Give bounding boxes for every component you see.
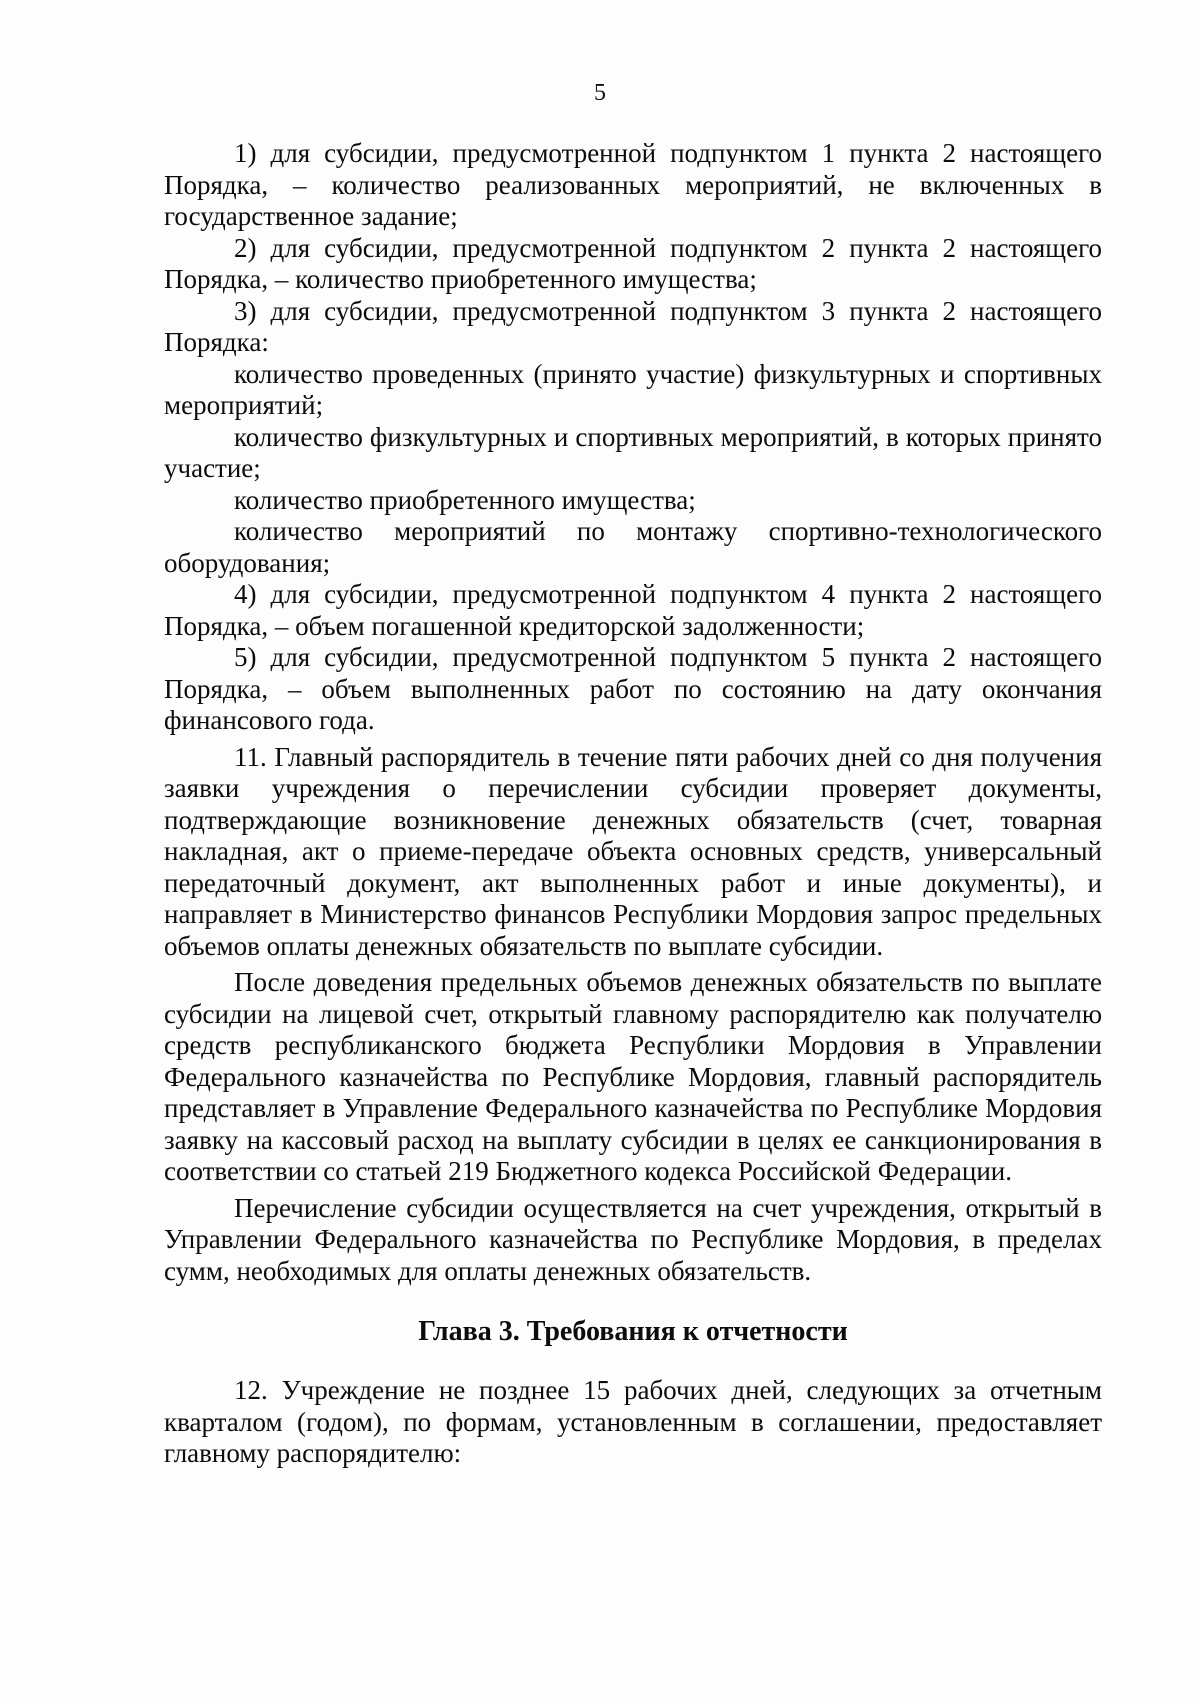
paragraph: 2) для субсидии, предусмотренной подпунктом 2 пункта 2 настоящего Порядка, – количество приобретенного имущества; [164, 232, 1102, 294]
paragraph: 5) для субсидии, предусмотренной подпунктом 5 пункта 2 настоящего Порядка, – объем выполненных работ по состоянию на дату окончания финансового года. [164, 642, 1102, 735]
paragraph: количество приобретенного имущества; [234, 484, 696, 515]
paragraph: количество проведенных (принято участие) физкультурных и спортивных мероприятий; [164, 358, 1102, 420]
paragraph: 4) для субсидии, предусмотренной подпунктом 4 пункта 2 настоящего Порядка, – объем погашенной кредиторской задолженности; [164, 579, 1102, 641]
paragraph: Перечисление субсидии осуществляется на счет учреждения, открытый в Управлении Федерального казначейства по Республике Мордовия, в пределах сумм, необходимых для оплаты денежных обязательств. [164, 1192, 1102, 1286]
paragraph: 12. Учреждение не позднее 15 рабочих дней, следующих за отчетным кварталом (годом), по формам, установленным в соглашении, предоставляет главному распорядителю: [164, 1375, 1102, 1468]
paragraph: 3) для субсидии, предусмотренной подпунктом 3 пункта 2 настоящего Порядка: [164, 295, 1102, 357]
paragraph: количество физкультурных и спортивных мероприятий, в которых принято участие; [164, 421, 1102, 483]
paragraph: 11. Главный распорядитель в течение пяти рабочих дней со дня получения заявки учреждения о перечислении субсидии проверяет документы, подтверждающие возникновение денежных обязательств (счет, товарная накладная, акт о приеме-передаче объекта основных средств, универсальный передаточный документ, акт выполненных работ и иные документы), и направляет в Министерство финансов Республики Мордовия запрос предельных объемов оплаты денежных обязательств по выплате субсидии. [164, 741, 1102, 961]
page-number: 5 [594, 80, 606, 106]
chapter-title: Глава 3. Требования к отчетности [418, 1316, 848, 1347]
paragraph: 1) для субсидии, предусмотренной подпунктом 1 пункта 2 настоящего Порядка, – количество реализованных мероприятий, не включенных в государственное задание; [164, 138, 1102, 231]
paragraph: количество мероприятий по монтажу спортивно-технологического оборудования; [164, 516, 1102, 578]
document-body [164, 138, 1102, 1470]
paragraph: После доведения предельных объемов денежных обязательств по выплате субсидии на лицевой счет, открытый главному распорядителю как получателю средств республиканского бюджета Республики Мордовия в Управлении Федерального казначейства по Республике Мордовия, главный распорядитель представляет в Управление Федерального казначейства по Республике Мордовия заявку на кассовый расход на выплату субсидии в целях ее санкционирования в соответствии со статьей 219 Бюджетного кодекса Российской Федерации. [164, 967, 1102, 1186]
